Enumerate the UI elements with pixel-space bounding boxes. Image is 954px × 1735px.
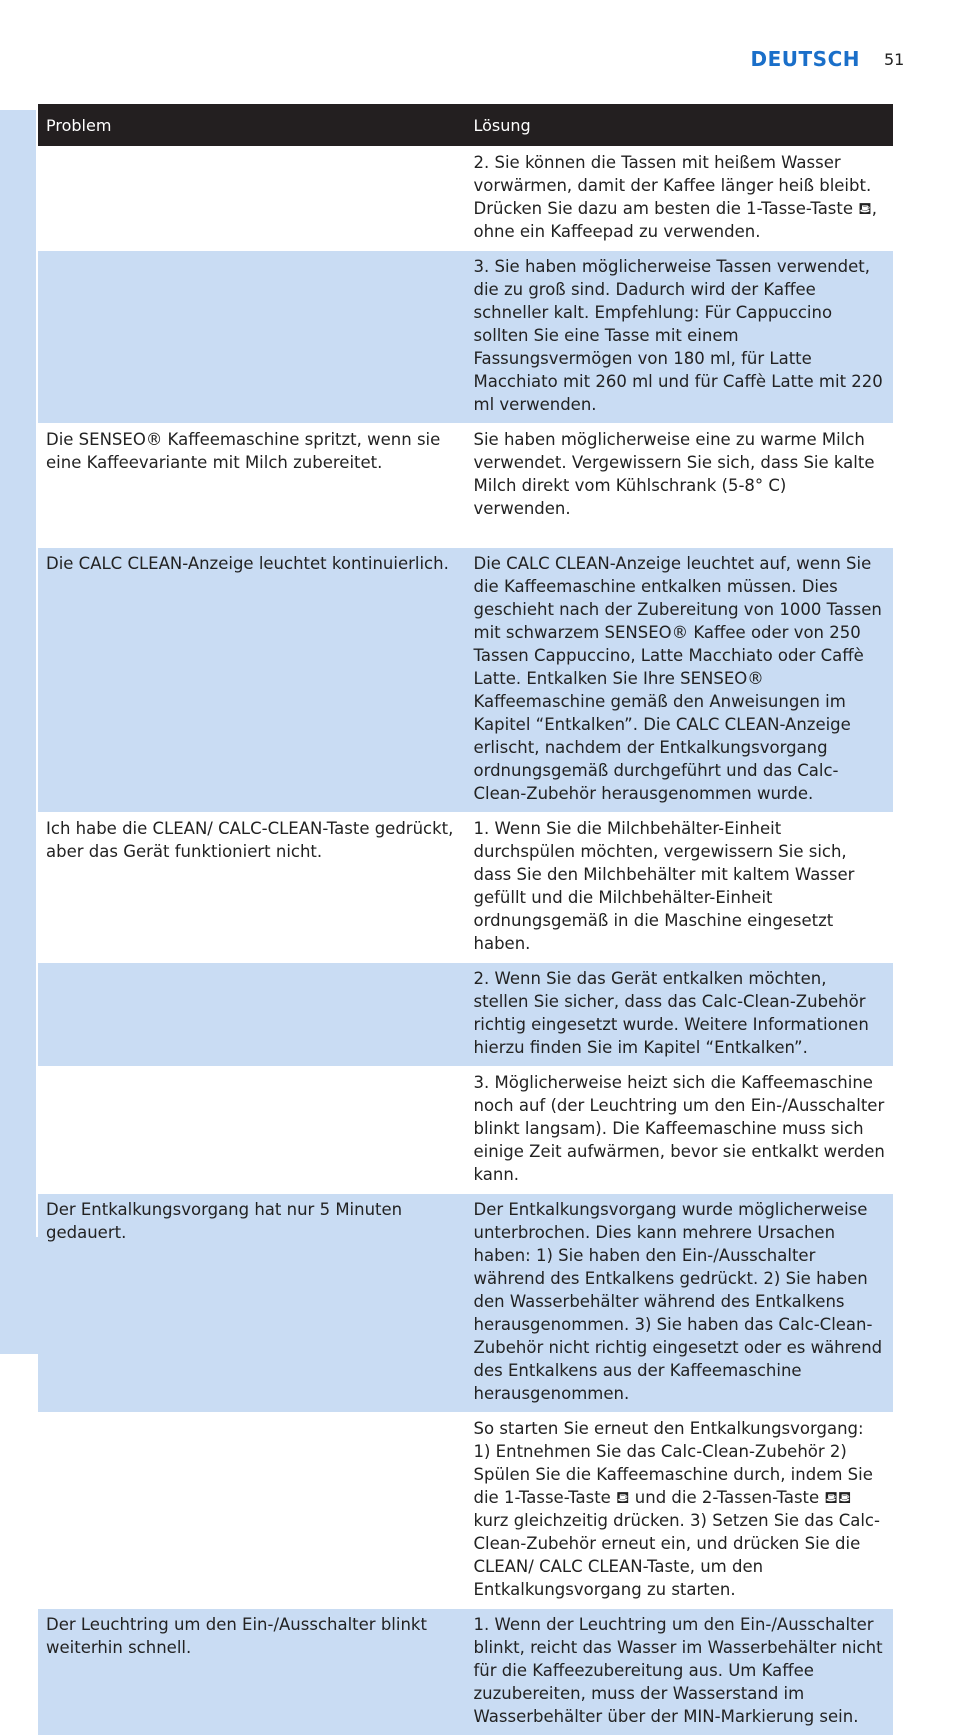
solution-cell: 1. Wenn Sie die Milchbehälter-Einheit durchspülen möchten, vergewissern Sie sich, dass Sie den Milchbehälter mit kaltem Wasser gefüllt und die Milchbehälter-Einheit ordnungsgemäß in die Maschine eingesetzt haben.	[466, 812, 894, 962]
solution-cell: Sie haben möglicherweise eine zu warme Milch verwendet. Vergewissern Sie sich, dass Sie kalte Milch direkt vom Kühlschrank (5-8° C) verwenden.	[466, 423, 894, 547]
table-row	[38, 1608, 893, 1735]
table-header-row	[38, 104, 893, 146]
problem-cell	[38, 1066, 466, 1193]
troubleshooting-table	[38, 104, 893, 1735]
solution-cell: 1. Wenn der Leuchtring um den Ein-/Ausschalter blinkt, reicht das Wasser im Wasserbehälter nicht für die Kaffeezubereitung aus. Um Kaffee zuzubereiten, muss der Wasserstand im Wasserbehälter über der MIN-Markierung sein.	[466, 1608, 894, 1735]
problem-cell: Ich habe die CLEAN/ CALC-CLEAN-Taste gedrückt, aber das Gerät funktioniert nicht.	[38, 812, 466, 962]
table-row	[38, 146, 893, 250]
problem-cell	[38, 962, 466, 1066]
problem-cell: Der Leuchtring um den Ein-/Ausschalter blinkt weiterhin schnell.	[38, 1608, 466, 1735]
problem-cell: Die SENSEO® Kaffeemaschine spritzt, wenn sie eine Kaffeevariante mit Milch zubereitet.	[38, 423, 466, 547]
table-row	[38, 812, 893, 962]
table-row	[38, 962, 893, 1066]
table-row	[38, 250, 893, 423]
table-row	[38, 1412, 893, 1608]
language-label: DEUTSCH	[750, 47, 860, 71]
problem-cell	[38, 146, 466, 250]
solution-cell: 3. Sie haben möglicherweise Tassen verwendet, die zu groß sind. Dadurch wird der Kaffee schneller kalt. Empfehlung: Für Cappuccino sollten Sie eine Tasse mit einem Fassungsvermögen von 180 ml, für Latte Macchiato mit 260 ml und für Caffè Latte mit 220 ml verwenden.	[466, 250, 894, 423]
table-row	[38, 423, 893, 547]
table-row	[38, 547, 893, 812]
column-header-solution: Lösung	[466, 104, 894, 146]
table-row	[38, 1066, 893, 1193]
problem-cell	[38, 1412, 466, 1608]
solution-cell: 2. Wenn Sie das Gerät entkalken möchten, stellen Sie sicher, dass das Calc-Clean-Zubehör richtig eingesetzt wurde. Weitere Informationen hierzu finden Sie im Kapitel “Entkalken”.	[466, 962, 894, 1066]
solution-cell: 2. Sie können die Tassen mit heißem Wasser vorwärmen, damit der Kaffee länger heiß bleibt. Drücken Sie dazu am besten die 1-Tasse-Taste ⛾, ohne ein Kaffeepad zu verwenden.	[466, 146, 894, 250]
page-number: 51	[884, 50, 905, 69]
solution-cell: So starten Sie erneut den Entkalkungsvorgang: 1) Entnehmen Sie das Calc-Clean-Zubehör 2) Spülen Sie die Kaffeemaschine durch, indem Sie die 1-Tasse-Taste ⛾ und die 2-Tassen-Taste ⛾⛾ kurz gleichzeitig drücken. 3) Setzen Sie das Calc-Clean-Zubehör erneut ein, und drücken Sie die CLEAN/ CALC CLEAN-Taste, um den Entkalkungsvorgang zu starten.	[466, 1412, 894, 1608]
solution-cell: Die CALC CLEAN-Anzeige leuchtet auf, wenn Sie die Kaffeemaschine entkalken müssen. Dies geschieht nach der Zubereitung von 1000 Tassen mit schwarzem SENSEO® Kaffee oder von 250 Tassen Cappuccino, Latte Macchiato oder Caffè Latte. Entkalken Sie Ihre SENSEO® Kaffeemaschine gemäß den Anweisungen im Kapitel “Entkalken”. Die CALC CLEAN-Anzeige erlischt, nachdem der Entkalkungsvorgang ordnungsgemäß durchgeführt und das Calc-Clean-Zubehör herausgenommen wurde.	[466, 547, 894, 812]
column-header-problem: Problem	[38, 104, 466, 146]
solution-cell: Der Entkalkungsvorgang wurde möglicherweise unterbrochen. Dies kann mehrere Ursachen haben: 1) Sie haben den Ein-/Ausschalter während des Entkalkens gedrückt. 2) Sie haben den Wasserbehälter während des Entkalkens herausgenommen. 3) Sie haben das Calc-Clean-Zubehör nicht richtig eingesetzt oder es während des Entkalkens aus der Kaffeemaschine herausgenommen.	[466, 1193, 894, 1412]
sidebar-band	[0, 110, 36, 1354]
problem-cell: Der Entkalkungsvorgang hat nur 5 Minuten gedauert.	[38, 1193, 466, 1412]
solution-cell: 3. Möglicherweise heizt sich die Kaffeemaschine noch auf (der Leuchtring um den Ein-/Ausschalter blinkt langsam). Die Kaffeemaschine muss sich einige Zeit aufwärmen, bevor sie entkalkt werden kann.	[466, 1066, 894, 1193]
problem-cell	[38, 250, 466, 423]
table-row	[38, 1193, 893, 1412]
problem-cell: Die CALC CLEAN-Anzeige leuchtet kontinuierlich.	[38, 547, 466, 812]
